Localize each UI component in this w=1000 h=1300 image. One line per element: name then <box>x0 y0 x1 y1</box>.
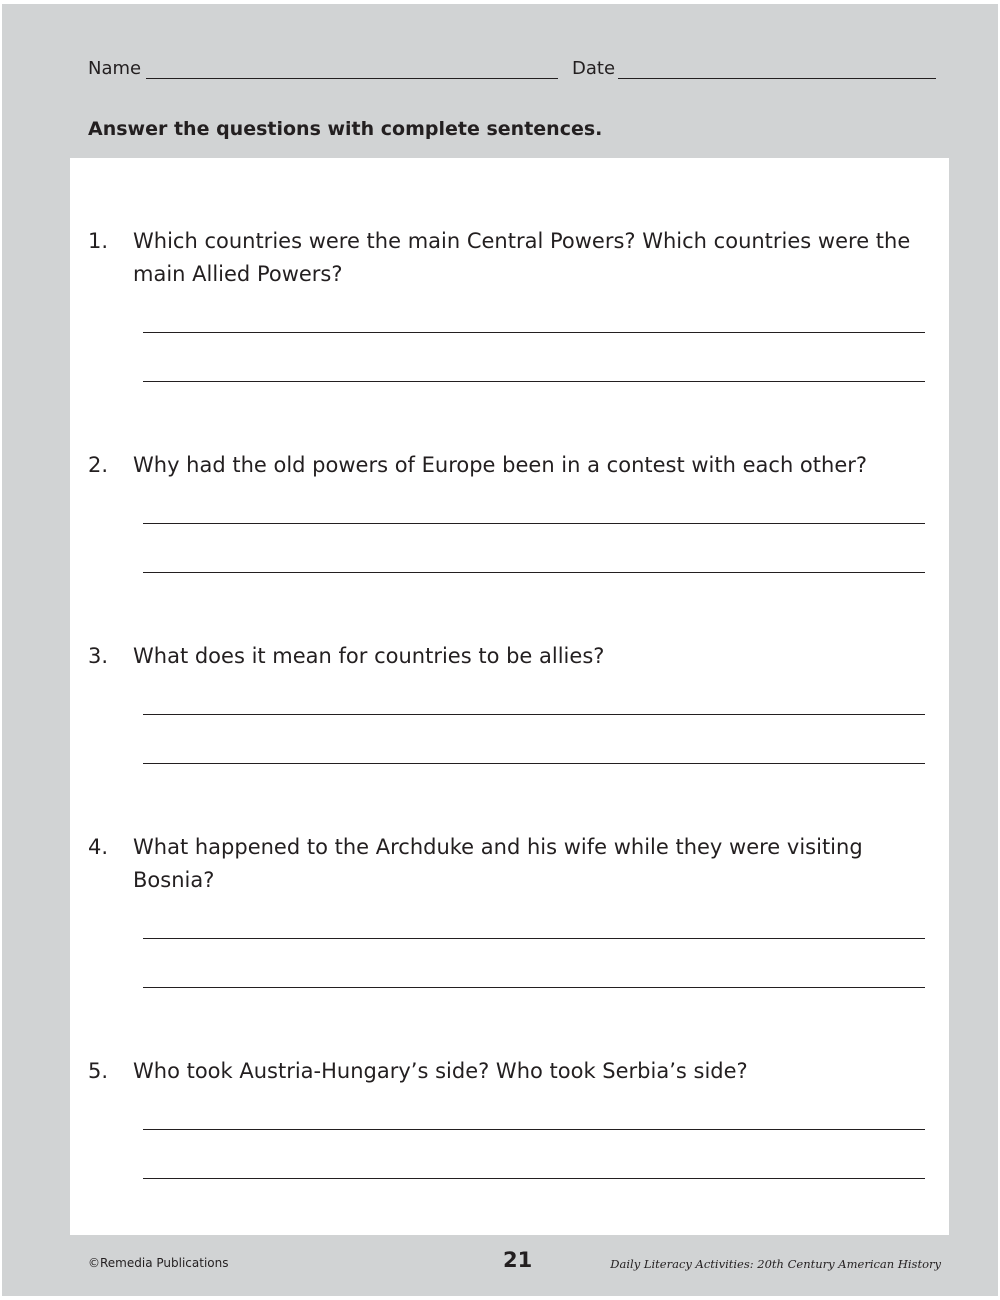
question-number: 3. <box>88 644 109 668</box>
page-footer <box>0 1248 1000 1278</box>
question-number: 4. <box>88 835 109 859</box>
answer-line[interactable] <box>143 332 925 333</box>
answer-line[interactable] <box>143 572 925 573</box>
question-number: 1. <box>88 229 109 253</box>
page-number: 21 <box>503 1248 533 1272</box>
publisher-credit: ©Remedia Publications <box>88 1256 229 1270</box>
date-label: Date <box>572 58 616 79</box>
question-number: 2. <box>88 453 109 477</box>
question-text: Which countries were the main Central Powers? Which countries were the main Allied Powers? <box>133 229 911 286</box>
name-label: Name <box>88 58 142 79</box>
instructions: Answer the questions with complete sentences. <box>88 118 603 140</box>
question-text: What does it mean for countries to be allies? <box>133 644 605 668</box>
answer-line[interactable] <box>143 714 925 715</box>
question-number: 5. <box>88 1059 109 1083</box>
answer-line[interactable] <box>143 987 925 988</box>
answer-line[interactable] <box>143 938 925 939</box>
answer-line[interactable] <box>143 1129 925 1130</box>
question-text: What happened to the Archduke and his wife while they were visiting Bosnia? <box>133 835 863 892</box>
answer-line[interactable] <box>143 523 925 524</box>
answer-line[interactable] <box>143 1178 925 1179</box>
date-field-line[interactable] <box>618 78 936 79</box>
answer-line[interactable] <box>143 763 925 764</box>
name-date-row <box>88 58 938 88</box>
question-text: Why had the old powers of Europe been in a contest with each other? <box>133 453 868 477</box>
question-text: Who took Austria-Hungary’s side? Who took Serbia’s side? <box>133 1059 748 1083</box>
answer-line[interactable] <box>143 381 925 382</box>
name-field-line[interactable] <box>146 78 558 79</box>
book-title: Daily Literacy Activities: 20th Century American History <box>610 1257 941 1271</box>
